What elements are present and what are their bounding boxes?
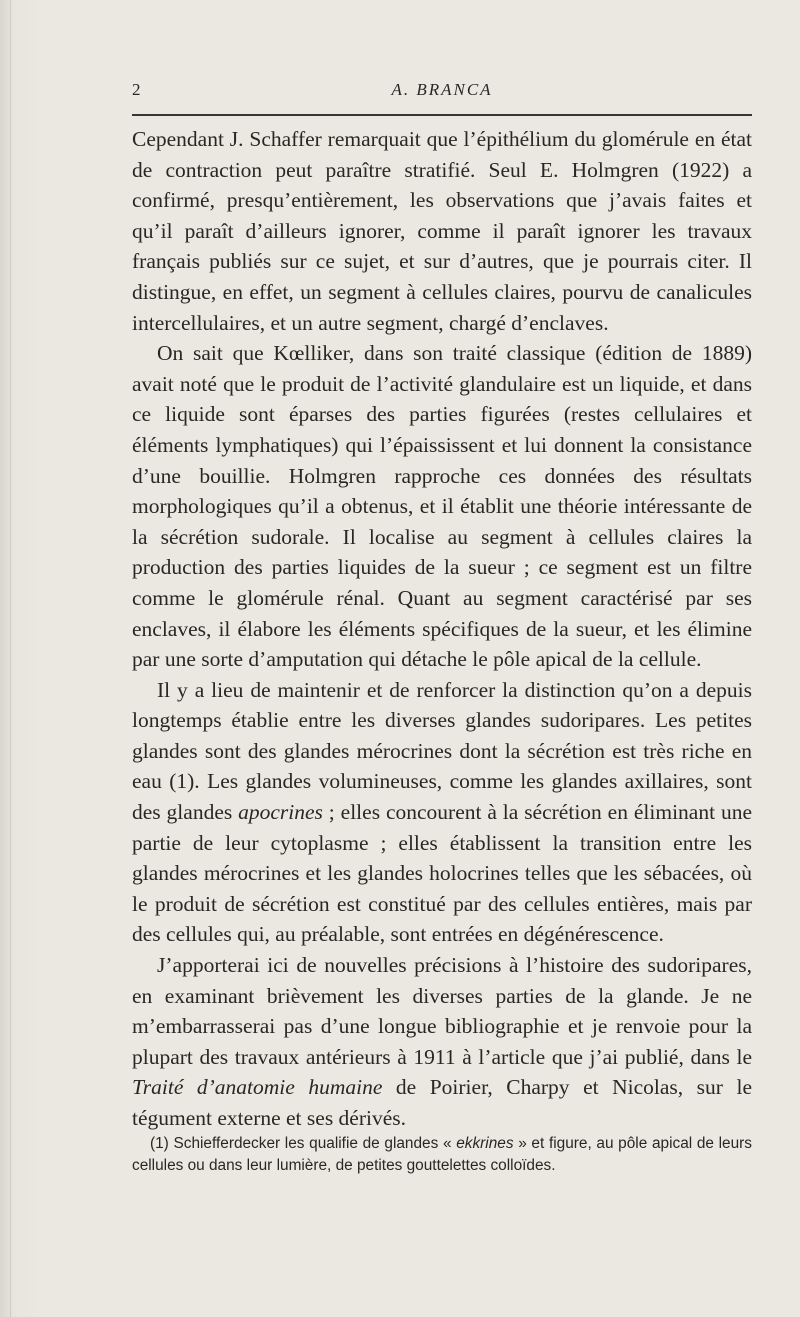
paragraph-3 [132, 675, 752, 950]
paragraph-4-text-start: J’apporterai ici de nouvelles précisions à l’histoire des sudoripares, en examinant brièvement les diverses parties de la glande. Je ne m’embarrasserai pas d’une longue bibliographie et je renvoie pour la plupart des travaux antérieurs à 1911 à l’article que j’ai publié, dans le [132, 953, 752, 1069]
footnote-text-start: (1) Schiefferdecker les qualifie de glandes « [150, 1135, 457, 1152]
paragraph-3-text-end: ; elles concourent à la sécrétion en éliminant une partie de leur cytoplasme ; elles établissent la transition entre les glandes mérocrines et les glandes holocrines telles que les sébacées, où le produit de sécrétion est constitué par des cellules entières, mais par des cellules qui, au préalable, sont entrées en dégénérescence. [132, 800, 752, 947]
page-number: 2 [132, 80, 141, 99]
footnote [132, 1133, 752, 1176]
body-text [132, 124, 752, 1134]
paragraph-3-text-start: Il y a lieu de maintenir et de renforcer la distinction qu’on a depuis longtemps établie entre les diverses glandes sudoripares. Les petites glandes sont des glandes mérocrines dont la sécrétion est très riche en eau (1). Les glandes volumineuses, comme les glandes axillaires, sont des glandes [132, 677, 752, 825]
paragraph-2-text: On sait que Kœlliker, dans son traité classique (édition de 1889) avait noté que le produit de l’activité glandulaire est un liquide, et dans ce liquide sont éparses des parties figurées (restes cellulaires et éléments lymphatiques) qui l’épaississent et lui donnent la consistance d’une bouillie. Holmgren rapproche ces données des résultats morphologiques qu’il a obtenus, et il établit une théorie intéressante de la sécrétion sudorale. Il localise au segment à cellules claires la production des parties liquides de la sueur ; ce segment est un filtre comme le glomérule rénal. Quant au segment caractérisé par ses enclaves, il élabore les éléments spécifiques de la sueur, et les élimine par une sorte d’amputation qui détache le pôle apical de la cellule. [132, 341, 752, 672]
paragraph-1-text: Cependant J. Schaffer remarquait que l’épithélium du glomérule en état de contraction peut paraître stratifié. Seul E. Holmgren (1922) a confirmé, presqu’entièrement, les observations que j’avais faites et qu’il paraît d’ailleurs ignorer, comme il paraît ignorer les travaux français publiés sur ce sujet, et sur d’autres, que je pourrais citer. Il distingue, en effet, un segment à cellules claires, pourvu de canalicules intercellulaires, et un autre segment, chargé d’enclaves. [132, 127, 752, 335]
page-edge [0, 0, 11, 1317]
italic-ekkrines: ekkrines [456, 1135, 514, 1152]
paragraph-4-text-end: de Poirier, Charpy et Nicolas, sur le tégument externe et ses dérivés. [132, 1075, 752, 1130]
paragraph-4 [132, 950, 752, 1134]
footnote-text-end: » et figure, au pôle apical de leurs cellules ou dans leur lumière, de petites gouttelettes colloïdes. [132, 1135, 752, 1174]
header-rule [132, 114, 752, 116]
paragraph-2 [132, 338, 752, 675]
italic-apocrines: apocrines [238, 800, 323, 825]
paragraph-1 [132, 124, 752, 338]
running-head: A. BRANCA [391, 80, 493, 99]
page-header [132, 74, 752, 104]
italic-book-title: Traité d’anatomie humaine [132, 1075, 383, 1100]
